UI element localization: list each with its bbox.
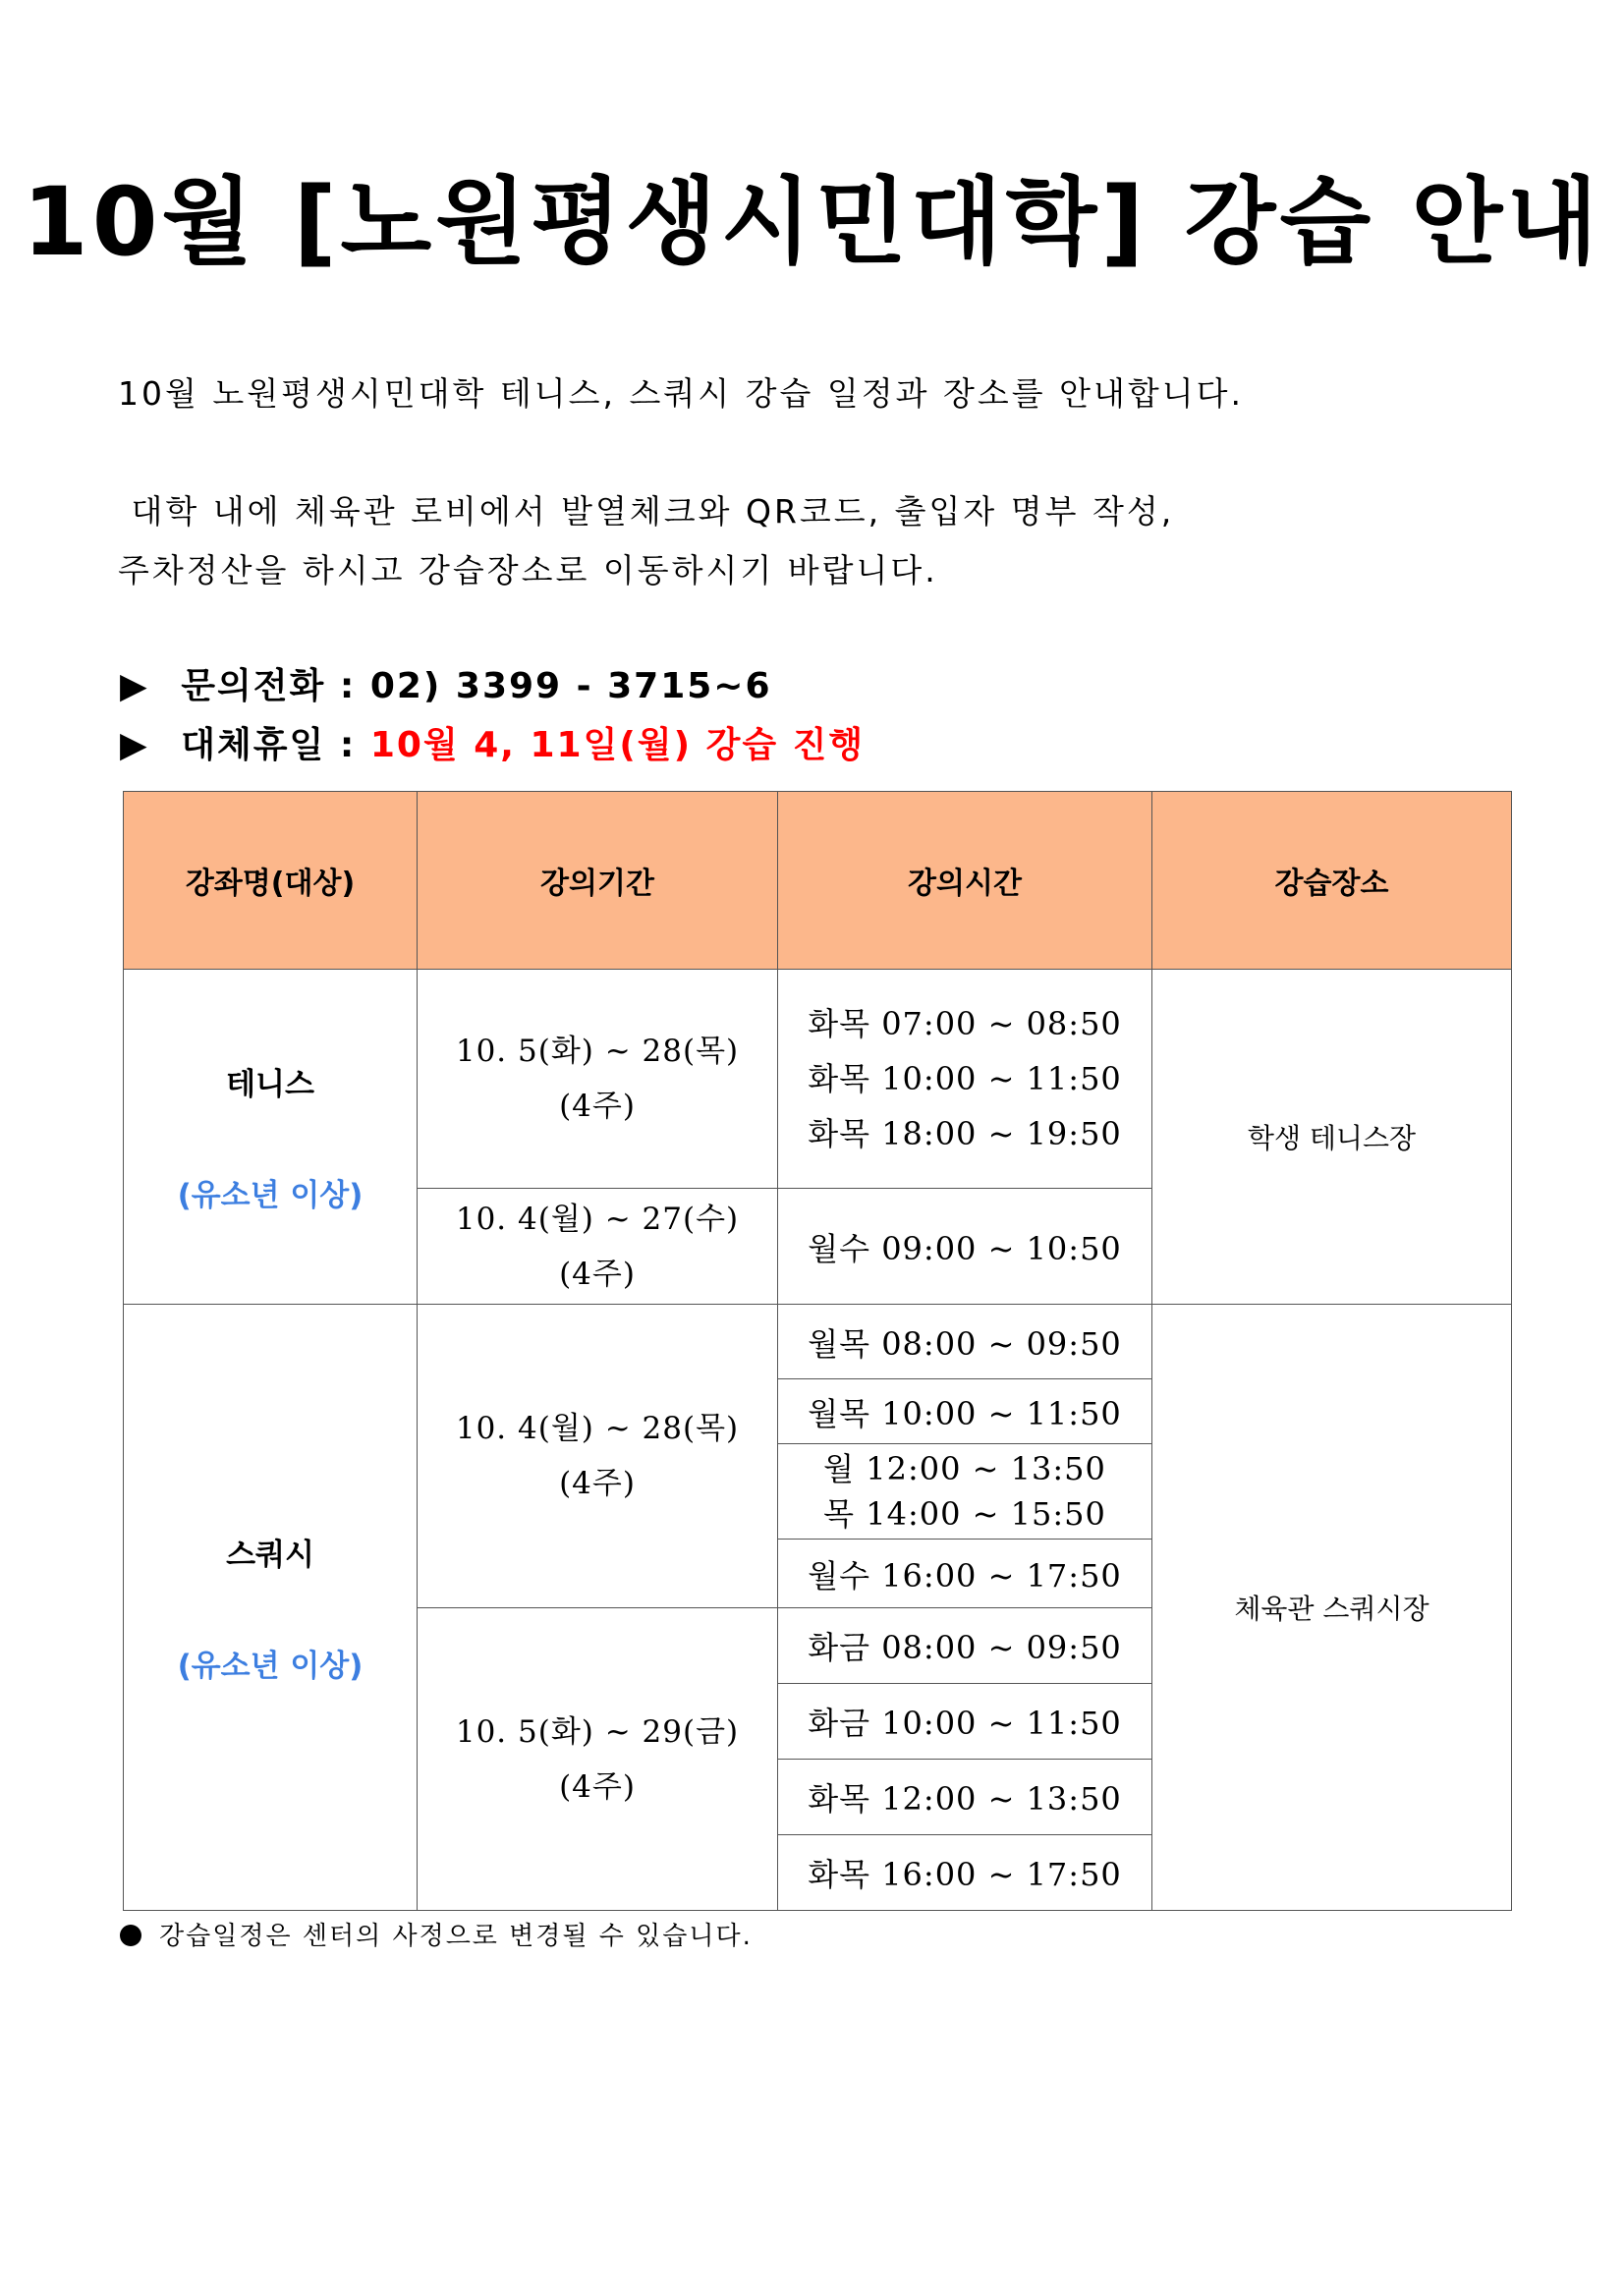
period-text: 10. 5(화) ~ 29(금) bbox=[455, 1713, 740, 1750]
time-slot: 월수 16:00 ~ 17:50 bbox=[778, 1540, 1152, 1608]
period-text: 10. 5(화) ~ 28(목) bbox=[455, 1034, 740, 1069]
period-text: 10. 4(월) ~ 28(목) bbox=[455, 1411, 740, 1446]
tennis-times-1 bbox=[778, 970, 1152, 1189]
course-target-squash: (유소년 이상) bbox=[177, 1649, 364, 1684]
time-slot: 월수 09:00 ~ 10:50 bbox=[778, 1189, 1152, 1305]
note-text: 강습일정은 센터의 사정으로 변경될 수 있습니다. bbox=[159, 1922, 753, 1951]
header-time: 강의시간 bbox=[778, 792, 1152, 970]
table-row bbox=[124, 970, 1512, 1189]
tennis-period-1 bbox=[418, 970, 778, 1189]
header-place: 강습장소 bbox=[1152, 792, 1512, 970]
weeks-text: (4주) bbox=[559, 1768, 636, 1805]
intro-line-3: 주차정산을 하시고 강습장소로 이동하시기 바랍니다. bbox=[118, 551, 938, 589]
place-tennis: 학생 테니스장 bbox=[1152, 970, 1512, 1305]
tennis-course-cell bbox=[124, 970, 418, 1305]
phone-info bbox=[120, 658, 772, 708]
period-text: 10. 4(월) ~ 27(수) bbox=[455, 1201, 740, 1237]
time-slot: 화목 07:00 ~ 08:50 bbox=[808, 1005, 1122, 1042]
time-slot: 화목 16:00 ~ 17:50 bbox=[778, 1835, 1152, 1911]
bullet-icon: ▶ bbox=[120, 666, 149, 706]
bullet-icon: ▶ bbox=[120, 725, 149, 765]
time-slot: 목 14:00 ~ 15:50 bbox=[823, 1495, 1106, 1533]
intro-line-2: 대학 내에 체육관 로비에서 발열체크와 QR코드, 출입자 명부 작성, bbox=[118, 492, 1175, 531]
schedule-note bbox=[120, 1916, 753, 1952]
squash-course-cell bbox=[124, 1305, 418, 1911]
holiday-info bbox=[120, 717, 865, 767]
schedule-table bbox=[123, 791, 1512, 1911]
holiday-label: 대체휴일 : bbox=[181, 725, 370, 765]
tennis-period-2 bbox=[418, 1189, 778, 1305]
squash-period-1 bbox=[418, 1305, 778, 1608]
course-name-tennis: 테니스 bbox=[226, 1067, 314, 1102]
page-title: 10월 [노원평생시민대학] 강습 안내 bbox=[22, 167, 1602, 277]
holiday-value: 10월 4, 11일(월) 강습 진행 bbox=[369, 725, 866, 765]
header-period: 강의기간 bbox=[418, 792, 778, 970]
time-slot-double bbox=[778, 1444, 1152, 1540]
phone-label: 문의전화 : bbox=[181, 666, 370, 706]
bullet-dot-icon bbox=[120, 1925, 141, 1946]
header-course: 강좌명(대상) bbox=[124, 792, 418, 970]
table-row bbox=[124, 1305, 1512, 1379]
weeks-text: (4주) bbox=[559, 1089, 636, 1124]
time-slot: 월목 10:00 ~ 11:50 bbox=[778, 1379, 1152, 1444]
place-squash: 체육관 스쿼시장 bbox=[1152, 1305, 1512, 1911]
intro-line-1: 10월 노원평생시민대학 테니스, 스쿼시 강습 일정과 장소를 안내합니다. bbox=[118, 374, 1244, 413]
table-header-row bbox=[124, 792, 1512, 970]
course-target-tennis: (유소년 이상) bbox=[177, 1178, 364, 1213]
time-slot: 화목 12:00 ~ 13:50 bbox=[778, 1760, 1152, 1835]
time-slot: 월목 08:00 ~ 09:50 bbox=[778, 1305, 1152, 1379]
weeks-text: (4주) bbox=[559, 1256, 636, 1292]
squash-period-2 bbox=[418, 1608, 778, 1911]
weeks-text: (4주) bbox=[559, 1466, 636, 1501]
time-slot: 화목 18:00 ~ 19:50 bbox=[808, 1115, 1122, 1152]
time-slot: 화목 10:00 ~ 11:50 bbox=[808, 1060, 1122, 1097]
time-slot: 화금 10:00 ~ 11:50 bbox=[778, 1684, 1152, 1760]
time-slot: 화금 08:00 ~ 09:50 bbox=[778, 1608, 1152, 1684]
time-slot: 월 12:00 ~ 13:50 bbox=[823, 1450, 1106, 1487]
course-name-squash: 스쿼시 bbox=[226, 1538, 314, 1573]
phone-value: 02) 3399 - 3715~6 bbox=[369, 666, 772, 706]
